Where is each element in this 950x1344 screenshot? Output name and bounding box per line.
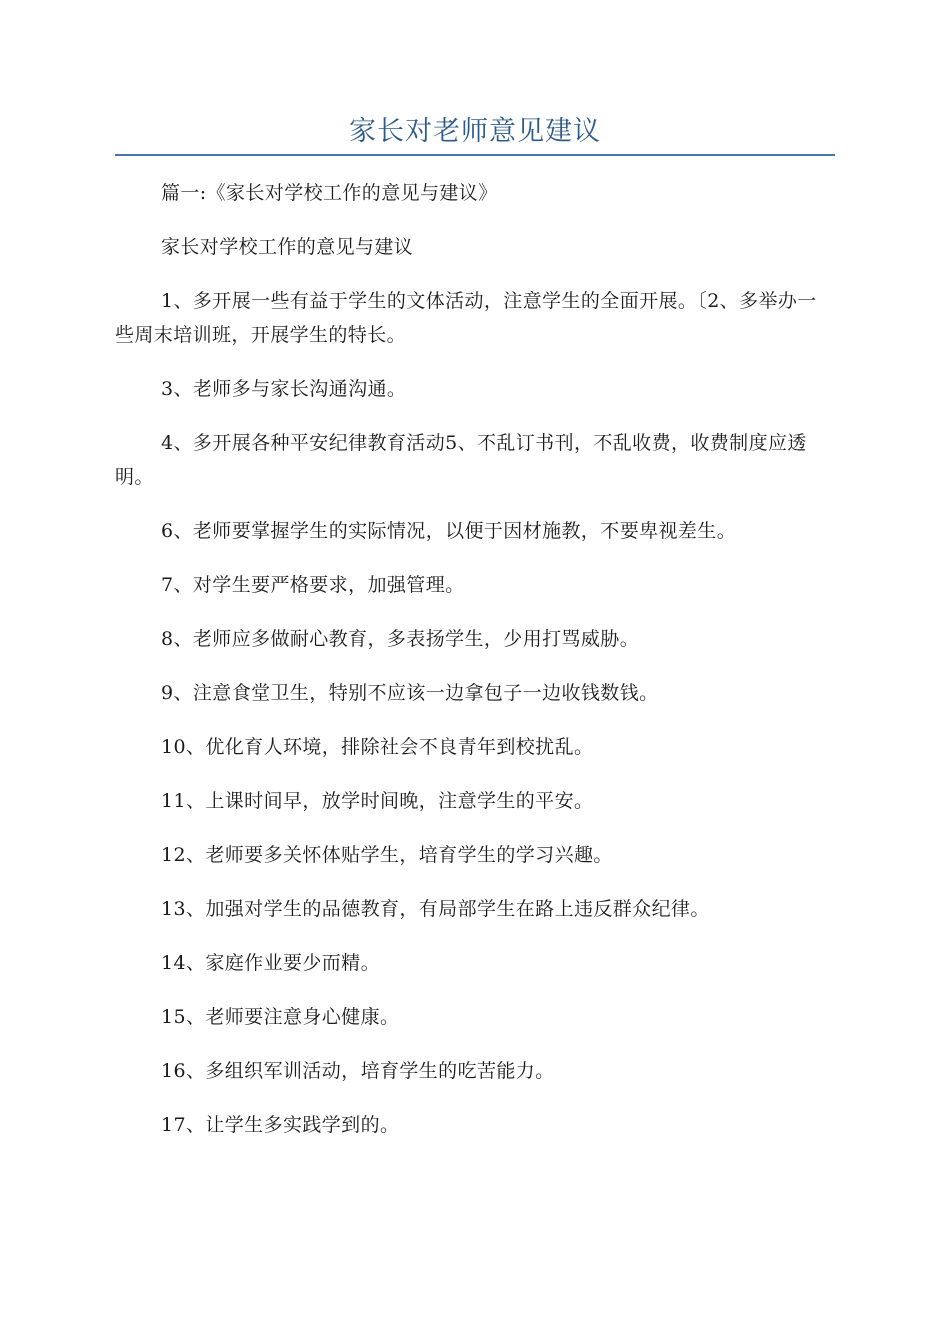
list-item: 10、优化育人环境，排除社会不良青年到校扰乱。	[161, 736, 594, 758]
section-heading: 篇一:《家长对学校工作的意见与建议》	[161, 182, 498, 204]
list-item: 14、家庭作业要少而精。	[161, 952, 380, 974]
list-item: 7、对学生要严格要求，加强管理。	[161, 574, 465, 596]
list-item: 13、加强对学生的品德教育，有局部学生在路上违反群众纪律。	[161, 898, 710, 920]
list-item: 16、多组织军训活动，培育学生的吃苦能力。	[161, 1060, 555, 1082]
document-body	[115, 176, 835, 1162]
document-title: 家长对老师意见建议	[349, 116, 601, 147]
list-item: 12、老师要多关怀体贴学生，培育学生的学习兴趣。	[161, 844, 613, 866]
list-item: 11、上课时间早，放学时间晚，注意学生的平安。	[161, 790, 594, 812]
list-item: 4、多开展各种平安纪律教育活动5、不乱订书刊，不乱收费，收费制度应透明。	[115, 432, 807, 488]
list-item: 9、注意食堂卫生，特别不应该一边拿包子一边收钱数钱。	[161, 682, 659, 704]
list-item: 1、多开展一些有益于学生的文体活动，注意学生的全面开展。〔2、多举办一些周末培训班，开展学生的特长。	[115, 290, 817, 346]
list-item: 17、让学生多实践学到的。	[161, 1114, 400, 1136]
list-item: 6、老师要掌握学生的实际情况，以便于因材施教，不要卑视差生。	[161, 520, 737, 542]
list-item: 3、老师多与家长沟通沟通。	[161, 378, 407, 400]
list-item: 15、老师要注意身心健康。	[161, 1006, 400, 1028]
subheading: 家长对学校工作的意见与建议	[161, 236, 414, 258]
list-item: 8、老师应多做耐心教育，多表扬学生，少用打骂威胁。	[161, 628, 640, 650]
title-underline	[115, 154, 835, 156]
